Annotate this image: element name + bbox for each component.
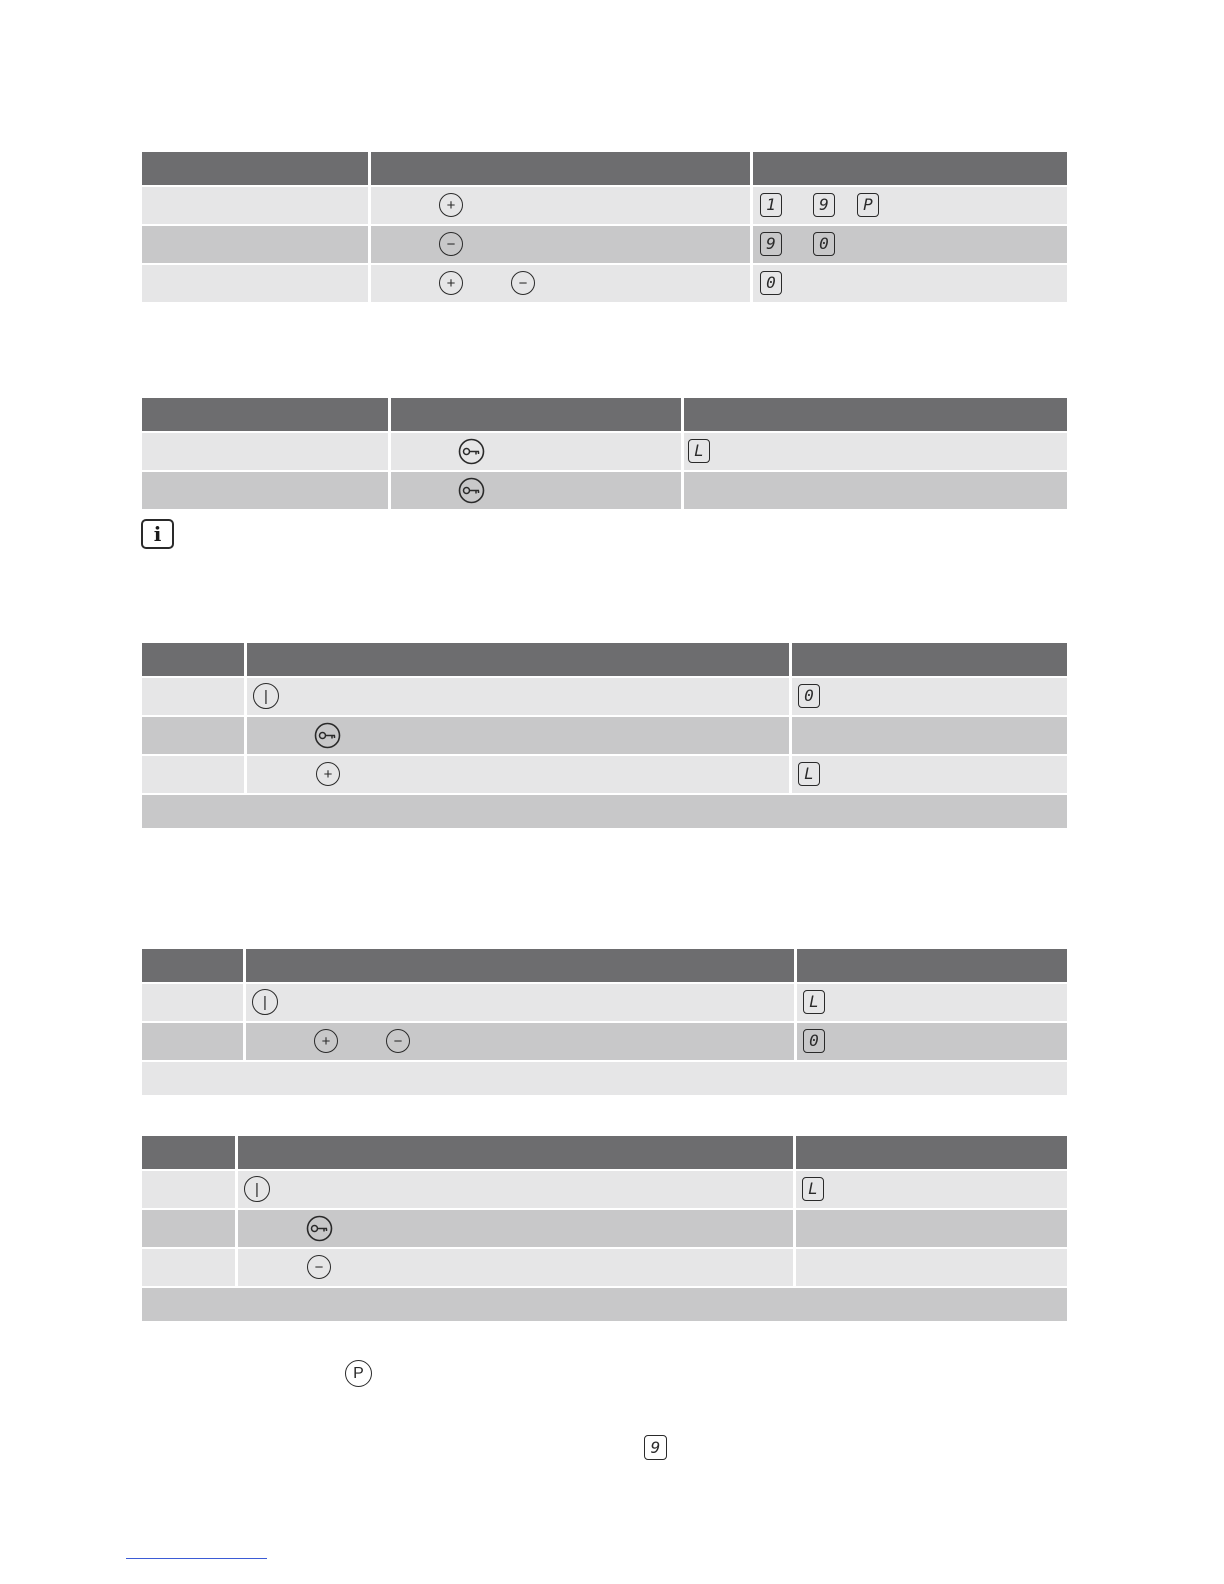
table-cell xyxy=(793,1171,1067,1208)
table-row xyxy=(142,1021,1067,1060)
header-cell xyxy=(789,643,1067,676)
child-lock-deactivate-table xyxy=(142,1136,1067,1321)
lock-table xyxy=(142,398,1067,509)
minus-icon: − xyxy=(511,271,535,295)
table-cell xyxy=(368,226,750,263)
header-cell xyxy=(142,949,243,982)
table-cell xyxy=(142,265,368,302)
table-header xyxy=(142,398,1067,431)
header-cell xyxy=(750,152,1067,185)
table-footer-row xyxy=(142,1286,1067,1321)
plus-icon: + xyxy=(314,1029,338,1053)
table-cell xyxy=(142,1171,235,1208)
table-row xyxy=(142,754,1067,793)
table-cell xyxy=(142,472,388,509)
table-cell xyxy=(142,433,388,470)
table-cell xyxy=(244,756,789,793)
table-row xyxy=(142,1208,1067,1247)
table-row xyxy=(142,715,1067,754)
table-cell xyxy=(794,984,1067,1021)
table-cell xyxy=(142,1249,235,1286)
display-digit-icon: L xyxy=(803,990,825,1014)
table-cell xyxy=(681,433,1067,470)
plus-icon: + xyxy=(316,762,340,786)
heat-setting-table xyxy=(142,152,1067,302)
minus-icon: − xyxy=(439,232,463,256)
child-lock-activate-table xyxy=(142,643,1067,828)
table-footer-row xyxy=(142,1060,1067,1095)
plus-icon: + xyxy=(439,193,463,217)
display-digit-icon: 9 xyxy=(644,1435,667,1460)
table-cell xyxy=(368,187,750,224)
table-header xyxy=(142,152,1067,185)
table-cell xyxy=(368,265,750,302)
display-digit-icon: L xyxy=(688,439,710,463)
table-row xyxy=(142,1169,1067,1208)
power-icon: | xyxy=(253,683,279,709)
table-footer-row xyxy=(142,793,1067,828)
minus-icon: − xyxy=(386,1029,410,1053)
key-icon xyxy=(458,438,485,465)
header-cell xyxy=(235,1136,793,1169)
display-digit-icon: L xyxy=(798,762,820,786)
key-icon xyxy=(458,477,485,504)
table-cell xyxy=(681,472,1067,509)
table-cell xyxy=(750,226,1067,263)
display-digit-icon: 9 xyxy=(760,232,782,256)
header-cell xyxy=(142,1136,235,1169)
footnote-divider xyxy=(126,1558,267,1559)
table-row xyxy=(142,470,1067,509)
table-cell xyxy=(793,1249,1067,1286)
table-row xyxy=(142,224,1067,263)
table-row xyxy=(142,263,1067,302)
table-cell xyxy=(142,1210,235,1247)
table-row xyxy=(142,431,1067,470)
header-cell xyxy=(243,949,794,982)
power-icon: | xyxy=(252,989,278,1015)
header-cell xyxy=(142,152,368,185)
header-cell xyxy=(793,1136,1067,1169)
table-cell xyxy=(243,984,794,1021)
child-lock-override-table xyxy=(142,949,1067,1095)
table-cell xyxy=(244,678,789,715)
key-icon xyxy=(314,722,341,749)
table-cell xyxy=(142,717,244,754)
plus-icon: + xyxy=(439,271,463,295)
table-row xyxy=(142,676,1067,715)
header-cell xyxy=(244,643,789,676)
display-digit-icon: 9 xyxy=(813,193,835,217)
table-cell xyxy=(142,226,368,263)
table-cell xyxy=(793,1210,1067,1247)
info-icon: i xyxy=(141,519,174,549)
table-cell xyxy=(235,1210,793,1247)
table-cell xyxy=(388,433,681,470)
table-header xyxy=(142,643,1067,676)
display-digit-icon: L xyxy=(802,1177,824,1201)
table-header xyxy=(142,949,1067,982)
power-boost-p-icon: P xyxy=(345,1360,372,1387)
table-cell xyxy=(789,678,1067,715)
display-digit-icon: 0 xyxy=(760,271,782,295)
table-cell xyxy=(244,717,789,754)
table-cell xyxy=(789,717,1067,754)
table-cell xyxy=(142,187,368,224)
table-cell xyxy=(142,1023,243,1060)
table-cell xyxy=(235,1171,793,1208)
table-row xyxy=(142,1247,1067,1286)
table-cell xyxy=(750,187,1067,224)
display-digit-icon: 0 xyxy=(798,684,820,708)
table-cell xyxy=(235,1249,793,1286)
header-cell xyxy=(142,398,388,431)
table-cell xyxy=(142,984,243,1021)
table-cell xyxy=(142,678,244,715)
minus-icon: − xyxy=(307,1255,331,1279)
table-cell xyxy=(750,265,1067,302)
display-digit-icon: 1 xyxy=(760,193,782,217)
header-cell xyxy=(142,643,244,676)
key-icon xyxy=(306,1215,333,1242)
display-digit-icon: 0 xyxy=(803,1029,825,1053)
display-digit-icon: 0 xyxy=(813,232,835,256)
power-icon: | xyxy=(244,1176,270,1202)
table-header xyxy=(142,1136,1067,1169)
header-cell xyxy=(681,398,1067,431)
header-cell xyxy=(794,949,1067,982)
table-cell xyxy=(243,1023,794,1060)
table-cell xyxy=(789,756,1067,793)
table-cell xyxy=(794,1023,1067,1060)
table-cell xyxy=(388,472,681,509)
display-digit-icon: P xyxy=(857,193,879,217)
header-cell xyxy=(368,152,750,185)
table-cell xyxy=(142,756,244,793)
table-row xyxy=(142,185,1067,224)
header-cell xyxy=(388,398,681,431)
table-row xyxy=(142,982,1067,1021)
